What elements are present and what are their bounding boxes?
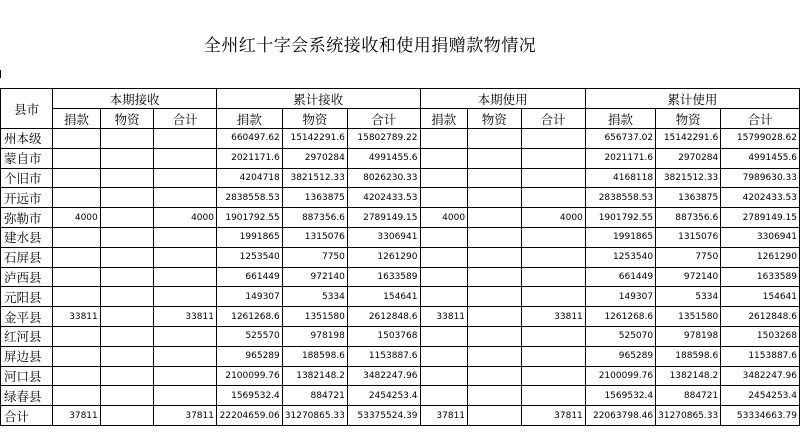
table-cell: 4000 — [521, 208, 585, 228]
table-cell — [468, 406, 522, 426]
table-cell — [100, 307, 154, 327]
table-cell — [154, 287, 217, 307]
table-cell — [420, 227, 468, 247]
table-cell — [100, 386, 154, 406]
table-cell: 1253540 — [216, 247, 282, 267]
table-cell: 1315076 — [282, 227, 347, 247]
table-row — [1, 386, 800, 406]
table-cell: 7989630.33 — [721, 168, 800, 188]
table-cell: 2454253.4 — [721, 386, 800, 406]
table-cell — [420, 326, 468, 346]
table-cell: 884721 — [282, 386, 347, 406]
table-cell: 53375524.39 — [347, 406, 420, 426]
table-cell: 3821512.33 — [656, 168, 721, 188]
table-cell — [100, 129, 154, 149]
column-header: 合计 — [154, 109, 217, 129]
table-cell — [154, 326, 217, 346]
table-cell — [100, 267, 154, 287]
table-cell: 2789149.15 — [347, 208, 420, 228]
table-cell: 2789149.15 — [721, 208, 800, 228]
column-header: 捐款 — [585, 109, 655, 129]
table-cell — [468, 129, 522, 149]
table-cell — [468, 346, 522, 366]
row-label: 建水县 — [1, 227, 53, 247]
table-cell: 1351580 — [282, 307, 347, 327]
table-cell: 525070 — [585, 326, 655, 346]
table-cell — [420, 247, 468, 267]
table-cell — [53, 267, 101, 287]
table-cell — [154, 247, 217, 267]
table-cell — [53, 227, 101, 247]
table-cell — [468, 326, 522, 346]
row-label: 金平县 — [1, 307, 53, 327]
table-row — [1, 307, 800, 327]
table-cell: 2970284 — [282, 148, 347, 168]
table-cell: 1503768 — [347, 326, 420, 346]
table-cell: 965289 — [585, 346, 655, 366]
donation-table — [0, 88, 800, 426]
table-cell: 2454253.4 — [347, 386, 420, 406]
table-cell: 37811 — [420, 406, 468, 426]
county-header: 县市 — [1, 89, 53, 129]
table-cell: 5334 — [282, 287, 347, 307]
row-label: 蒙自市 — [1, 148, 53, 168]
table-cell: 1569532.4 — [216, 386, 282, 406]
table-cell: 3482247.96 — [721, 366, 800, 386]
table-cell: 1261290 — [347, 247, 420, 267]
table-cell: 2838558.53 — [585, 188, 655, 208]
table-cell: 2021171.6 — [585, 148, 655, 168]
table-cell: 1363875 — [282, 188, 347, 208]
table-cell — [468, 227, 522, 247]
table-cell: 4202433.53 — [347, 188, 420, 208]
table-cell — [521, 326, 585, 346]
column-header: 合计 — [721, 109, 800, 129]
table-cell: 4168118 — [585, 168, 655, 188]
table-cell: 31270865.33 — [282, 406, 347, 426]
group-header: 累计使用 — [585, 89, 799, 109]
table-cell: 1633589 — [721, 267, 800, 287]
table-cell — [100, 287, 154, 307]
table-row — [1, 188, 800, 208]
table-cell — [53, 148, 101, 168]
table-cell: 2970284 — [656, 148, 721, 168]
table-cell: 2021171.6 — [216, 148, 282, 168]
table-cell — [521, 247, 585, 267]
page-title: 全州红十字会系统接收和使用捐赠款物情况 — [203, 36, 537, 56]
table-cell — [468, 208, 522, 228]
table-cell — [521, 267, 585, 287]
table-cell: 15799028.62 — [721, 129, 800, 149]
table-cell: 154641 — [347, 287, 420, 307]
column-header: 物资 — [468, 109, 522, 129]
table-cell: 188598.6 — [282, 346, 347, 366]
table-cell — [53, 129, 101, 149]
table-cell — [420, 287, 468, 307]
row-label: 屏边县 — [1, 346, 53, 366]
column-header: 捐款 — [420, 109, 468, 129]
table-cell: 149307 — [216, 287, 282, 307]
table-cell: 884721 — [656, 386, 721, 406]
table-cell: 887356.6 — [656, 208, 721, 228]
table-cell — [154, 366, 217, 386]
table-cell — [53, 247, 101, 267]
table-cell — [521, 346, 585, 366]
table-cell: 4991455.6 — [721, 148, 800, 168]
table-cell: 37811 — [154, 406, 217, 426]
table-cell: 661449 — [585, 267, 655, 287]
table-cell: 1315076 — [656, 227, 721, 247]
table-cell: 1901792.55 — [585, 208, 655, 228]
table-cell — [521, 188, 585, 208]
table-cell: 149307 — [585, 287, 655, 307]
table-cell — [521, 168, 585, 188]
table-cell — [420, 346, 468, 366]
table-cell: 1351580 — [656, 307, 721, 327]
table-cell: 887356.6 — [282, 208, 347, 228]
table-cell: 965289 — [216, 346, 282, 366]
table-cell — [420, 129, 468, 149]
table-cell: 3306941 — [347, 227, 420, 247]
table-cell — [100, 247, 154, 267]
table-cell — [100, 168, 154, 188]
table-cell — [468, 287, 522, 307]
table-cell: 1382148.2 — [282, 366, 347, 386]
group-header: 本期接收 — [53, 89, 217, 109]
table-cell: 1363875 — [656, 188, 721, 208]
column-header: 物资 — [656, 109, 721, 129]
table-cell: 4991455.6 — [347, 148, 420, 168]
table-cell — [154, 148, 217, 168]
table-cell: 22204659.06 — [216, 406, 282, 426]
table-cell: 154641 — [721, 287, 800, 307]
table-cell: 1153887.6 — [347, 346, 420, 366]
table-cell: 22063798.46 — [585, 406, 655, 426]
table-cell: 660497.62 — [216, 129, 282, 149]
table-cell — [154, 227, 217, 247]
table-cell: 3821512.33 — [282, 168, 347, 188]
table-cell — [521, 227, 585, 247]
table-cell — [100, 227, 154, 247]
table-cell: 972140 — [282, 267, 347, 287]
table-cell: 8026230.33 — [347, 168, 420, 188]
column-header: 合计 — [521, 109, 585, 129]
table-cell — [154, 346, 217, 366]
table-cell — [154, 386, 217, 406]
row-label: 州本级 — [1, 129, 53, 149]
table-cell: 525570 — [216, 326, 282, 346]
table-cell — [521, 287, 585, 307]
table-cell — [53, 168, 101, 188]
table-cell — [100, 188, 154, 208]
table-cell — [420, 386, 468, 406]
table-cell: 4204718 — [216, 168, 282, 188]
table-cell — [521, 386, 585, 406]
table-cell — [53, 366, 101, 386]
table-cell — [521, 129, 585, 149]
table-cell: 2612848.6 — [721, 307, 800, 327]
column-header: 捐款 — [216, 109, 282, 129]
table-cell — [420, 168, 468, 188]
table-cell: 656737.02 — [585, 129, 655, 149]
table-row — [1, 287, 800, 307]
table-cell — [100, 148, 154, 168]
row-label: 泸西县 — [1, 267, 53, 287]
table-cell — [468, 148, 522, 168]
group-header: 累计接收 — [216, 89, 420, 109]
table-cell: 31270865.33 — [656, 406, 721, 426]
table-row — [1, 326, 800, 346]
table-cell: 1382148.2 — [656, 366, 721, 386]
table-cell: 15142291.6 — [656, 129, 721, 149]
table-cell — [100, 208, 154, 228]
table-cell: 4000 — [154, 208, 217, 228]
group-header: 本期使用 — [420, 89, 585, 109]
table-row — [1, 247, 800, 267]
row-label: 个旧市 — [1, 168, 53, 188]
table-cell: 37811 — [53, 406, 101, 426]
table-cell — [100, 326, 154, 346]
table-cell: 188598.6 — [656, 346, 721, 366]
table-cell: 5334 — [656, 287, 721, 307]
table-cell: 53334663.79 — [721, 406, 800, 426]
table-cell: 1261268.6 — [585, 307, 655, 327]
table-cell — [154, 129, 217, 149]
row-label: 元阳县 — [1, 287, 53, 307]
row-label: 合计 — [1, 406, 53, 426]
table-cell — [468, 168, 522, 188]
row-label: 石屏县 — [1, 247, 53, 267]
table-cell: 978198 — [282, 326, 347, 346]
table-cell — [53, 386, 101, 406]
table-cell: 33811 — [154, 307, 217, 327]
table-cell — [420, 188, 468, 208]
table-cell: 2100099.76 — [585, 366, 655, 386]
table-cell: 2838558.53 — [216, 188, 282, 208]
table-row — [1, 129, 800, 149]
column-header: 捐款 — [53, 109, 101, 129]
table-cell: 1991865 — [216, 227, 282, 247]
row-label: 开远市 — [1, 188, 53, 208]
table-cell: 37811 — [521, 406, 585, 426]
table-cell — [468, 366, 522, 386]
table-row — [1, 346, 800, 366]
table-cell: 1503268 — [721, 326, 800, 346]
table-cell: 7750 — [282, 247, 347, 267]
table-cell: 1569532.4 — [585, 386, 655, 406]
column-header: 合计 — [347, 109, 420, 129]
table-cell — [521, 148, 585, 168]
table-cell — [154, 267, 217, 287]
table-cell: 1261290 — [721, 247, 800, 267]
table-cell: 2612848.6 — [347, 307, 420, 327]
column-header: 物资 — [100, 109, 154, 129]
table-cell — [100, 366, 154, 386]
table-cell: 1253540 — [585, 247, 655, 267]
table-cell: 1991865 — [585, 227, 655, 247]
table-cell — [154, 188, 217, 208]
table-row — [1, 267, 800, 287]
table-cell: 4000 — [53, 208, 101, 228]
table-cell — [100, 406, 154, 426]
table-cell — [100, 346, 154, 366]
table-cell: 978198 — [656, 326, 721, 346]
table-row — [1, 406, 800, 426]
row-label: 弥勒市 — [1, 208, 53, 228]
table-cell — [53, 346, 101, 366]
table-cell — [53, 188, 101, 208]
table-cell: 4000 — [420, 208, 468, 228]
row-label: 红河县 — [1, 326, 53, 346]
table-cell: 33811 — [420, 307, 468, 327]
table-cell: 33811 — [521, 307, 585, 327]
table-cell: 1153887.6 — [721, 346, 800, 366]
table-cell: 2100099.76 — [216, 366, 282, 386]
table-cell — [154, 168, 217, 188]
table-cell: 15142291.6 — [282, 129, 347, 149]
table-cell — [53, 326, 101, 346]
table-cell: 7750 — [656, 247, 721, 267]
table-cell — [53, 287, 101, 307]
row-label: 绿春县 — [1, 386, 53, 406]
table-cell — [420, 267, 468, 287]
table-row — [1, 168, 800, 188]
table-cell: 15802789.22 — [347, 129, 420, 149]
table-cell — [420, 148, 468, 168]
table-row — [1, 366, 800, 386]
column-header: 物资 — [282, 109, 347, 129]
table-cell: 33811 — [53, 307, 101, 327]
table-cell — [521, 366, 585, 386]
table-cell: 1261268.6 — [216, 307, 282, 327]
table-cell — [468, 247, 522, 267]
table-cell — [468, 267, 522, 287]
table-cell — [468, 386, 522, 406]
table-cell — [468, 307, 522, 327]
table-cell: 4202433.53 — [721, 188, 800, 208]
table-row — [1, 148, 800, 168]
table-row — [1, 227, 800, 247]
table-row — [1, 208, 800, 228]
table-cell: 1901792.55 — [216, 208, 282, 228]
table-cell: 3306941 — [721, 227, 800, 247]
table-cell: 1633589 — [347, 267, 420, 287]
row-label: 河口县 — [1, 366, 53, 386]
left-edge-mark — [0, 70, 1, 78]
table-cell: 972140 — [656, 267, 721, 287]
table-cell — [468, 188, 522, 208]
table-cell: 3482247.96 — [347, 366, 420, 386]
table-cell: 661449 — [216, 267, 282, 287]
table-cell — [420, 366, 468, 386]
